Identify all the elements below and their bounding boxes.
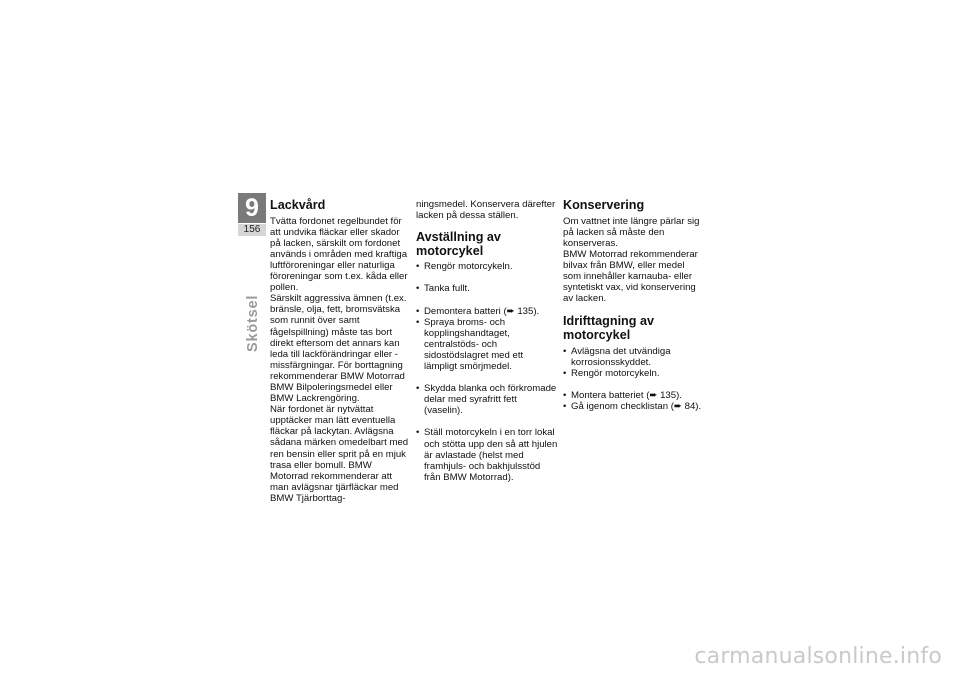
list-item: • Avlägsna det utvändiga korrosionsskyddet. — [563, 346, 705, 368]
list-item: • Gå igenom checklistan (➨ 84). — [563, 401, 705, 412]
list-item: • Rengör motorcykeln. — [416, 261, 558, 272]
paragraph: Om vattnet inte längre pärlar sig på lacken så måste den konserveras. — [563, 215, 700, 249]
paragraph: BMW Motorrad rekommenderar bilvax från BMW, eller medel som innehåller karnauba- eller syntetiskt vax, vid konservering av lacken. — [563, 248, 698, 305]
heading-lackvard: Lackvård — [270, 198, 326, 212]
heading-idrifttagning: Idrifttagning av motorcykel — [563, 314, 654, 342]
column-3 — [563, 199, 705, 412]
section-label: Skötsel — [245, 294, 261, 352]
paragraph: När fordonet är nytvättat upptäcker man lätt eventuella fläckar på lackytan. Avlägsna sådana märken omedelbart med ren bensin eller sprit på en mjuk trasa eller bomull. BMW Motorrad rekommenderar att man avlägsnar tjärfläckar med BMW Tjärborttag- — [270, 404, 409, 504]
idrifttagning-list — [563, 346, 705, 412]
avstallning-list — [416, 261, 558, 483]
list-item: • Ställ motorcykeln i en torr lokal och stötta upp den så att hjulen är avlastade (helst med framhjuls- och bakhjulsstöd från BMW Motorrad). — [416, 427, 558, 482]
list-item: • Montera batteriet (➨ 135). — [563, 390, 705, 401]
heading-avstallning: Avställning av motorcykel — [416, 230, 501, 258]
list-item: • Tanka fullt. — [416, 283, 558, 294]
page-number: 156 — [238, 224, 266, 236]
column-2 — [416, 199, 558, 483]
list-item: • Demontera batteri (➨ 135). — [416, 306, 558, 317]
column-1 — [270, 199, 412, 504]
list-item: • Spraya broms- och kopplingshandtaget, centralstöds- och sidostödslagret med ett lämpligt smörjmedel. — [416, 317, 558, 372]
paragraph: Särskilt aggressiva ämnen (t.ex. bränsle, olja, fett, bromsvätska som runnit över samt fågelspillning) måste tas bort direkt eftersom det annars kan leda till lackförändringar eller -missfärgningar. För borttagning rekommenderar BMW Motorrad BMW Bilpoleringsmedel eller BMW Lackrengöring. — [270, 293, 407, 405]
chapter-number: 9 — [238, 193, 266, 223]
list-item: • Skydda blanka och förkromade delar med syrafritt fett (vaselin). — [416, 383, 558, 416]
watermark: carmanualsonline.info — [694, 644, 942, 669]
paragraph: Tvätta fordonet regelbundet för att undvika fläckar eller skador på lacken, särskilt om fordonet används i områden med kraftiga luftföroreningar eller naturliga föroreningar som t.ex. kåda eller pollen. — [270, 215, 408, 294]
chapter-tab — [238, 193, 266, 236]
list-item: • Rengör motorcykeln. — [563, 368, 705, 379]
heading-konservering: Konservering — [563, 198, 645, 212]
continuation-text: ningsmedel. Konservera därefter lacken på dessa ställen. — [416, 199, 556, 222]
